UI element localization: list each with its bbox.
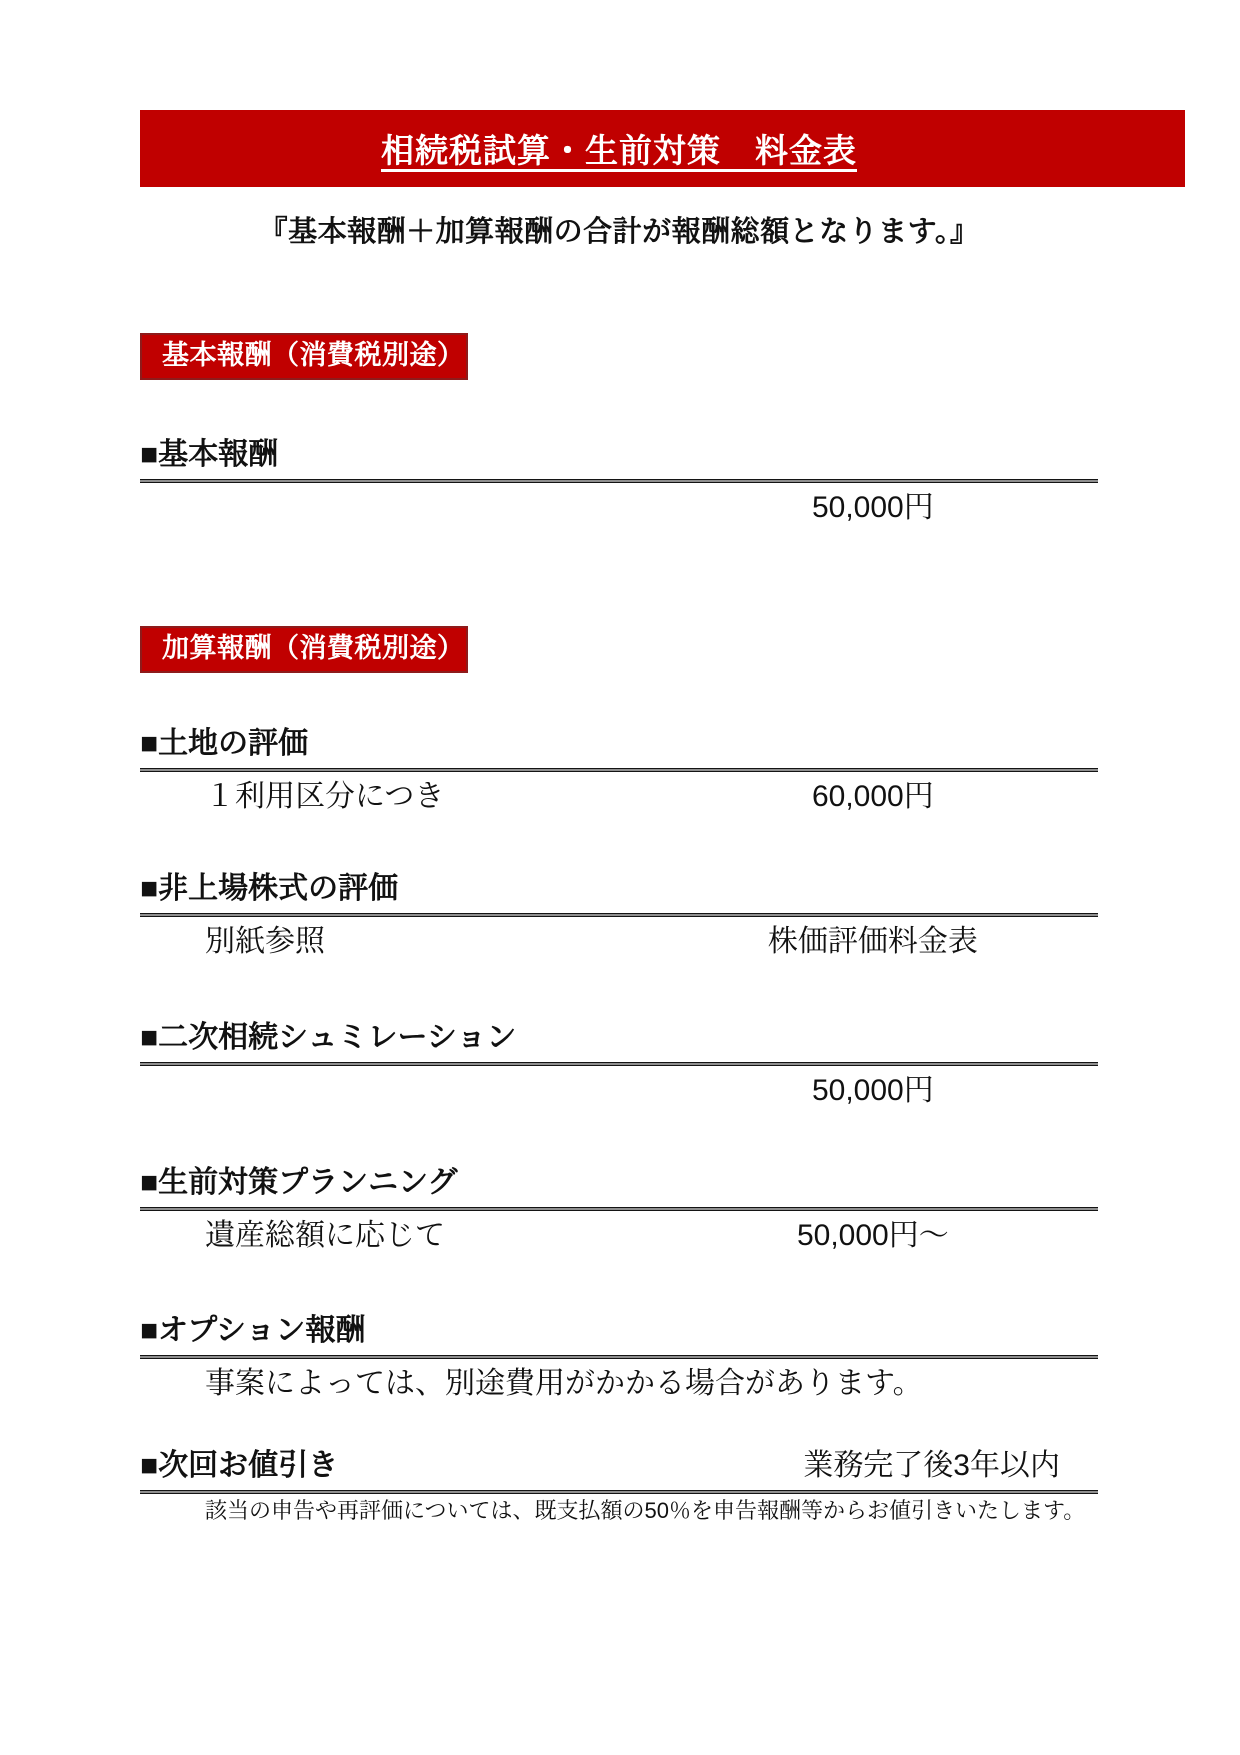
intro-text: 『基本報酬＋加算報酬の合計が報酬総額となります。』: [258, 216, 980, 248]
title-banner-inner: [140, 125, 1098, 172]
section-basic-fee: [140, 437, 1098, 528]
detail-row: [140, 1216, 1098, 1256]
section-heading: [140, 1020, 1098, 1056]
section-heading: [140, 871, 1098, 907]
detail-row: [140, 1071, 1098, 1111]
section-heading-text: ■二次相続シュミレーション: [140, 1021, 517, 1054]
group-label-basic: 基本報酬（消費税別途）: [140, 333, 468, 380]
detail-left: [140, 488, 648, 528]
detail-left: １利用区分につき: [205, 780, 445, 813]
detail-note: 該当の申告や再評価については、既支払額の50％を申告報酬等からお値引きいたします。: [205, 1498, 1086, 1523]
detail-row: [140, 922, 1098, 962]
detail-text: 事案によっては、別途費用がかかる場合があります。: [205, 1367, 923, 1400]
section-rule: [140, 1207, 1098, 1211]
section-rule: [140, 479, 1098, 483]
section-heading-text: ■土地の評価: [140, 727, 309, 760]
section-heading-text: ■非上場株式の評価: [140, 872, 399, 905]
detail-row: [140, 488, 1098, 528]
section-rule: [140, 1355, 1098, 1359]
detail-left: 遺産総額に応じて: [205, 1219, 445, 1252]
detail-value: 50,000円～: [796, 1219, 949, 1252]
section-rule: [140, 913, 1098, 917]
section-rule: [140, 768, 1098, 772]
section-heading: [140, 437, 1098, 473]
group-label-additional: 加算報酬（消費税別途）: [140, 626, 468, 673]
detail-value: 50,000円: [811, 1074, 934, 1107]
section-option-fee: [140, 1313, 1098, 1404]
section-heading: [140, 726, 1098, 762]
section-land-valuation: [140, 726, 1098, 817]
section-heading: [140, 1313, 1098, 1349]
section-heading: [140, 1165, 1098, 1201]
section-secondary-inheritance: [140, 1020, 1098, 1111]
page-title: 相続税試算・生前対策 料金表: [381, 132, 857, 169]
section-heading-text: ■オプション報酬: [140, 1314, 366, 1347]
detail-value: 50,000円: [811, 491, 934, 524]
section-heading: [140, 1448, 1098, 1484]
title-banner: [140, 110, 1185, 187]
detail-left: [140, 1071, 648, 1111]
section-heading-text: ■次回お値引き: [140, 1449, 339, 1482]
section-next-discount: [140, 1448, 1098, 1524]
section-rule: [140, 1490, 1098, 1494]
group-label-additional-wrap: [140, 626, 1240, 673]
detail-value: 株価評価料金表: [767, 925, 978, 958]
section-heading-right-label: 業務完了後3年以内: [803, 1449, 1060, 1482]
detail-value: 60,000円: [811, 780, 934, 813]
detail-row: [140, 777, 1098, 817]
group-label-basic-wrap: [140, 333, 1240, 380]
detail-left: 別紙参照: [205, 925, 325, 958]
section-unlisted-stock: [140, 871, 1098, 962]
section-lifetime-planning: [140, 1165, 1098, 1256]
section-heading-text: ■基本報酬: [140, 438, 279, 471]
section-heading-text: ■生前対策プランニング: [140, 1166, 458, 1199]
section-rule: [140, 1062, 1098, 1066]
